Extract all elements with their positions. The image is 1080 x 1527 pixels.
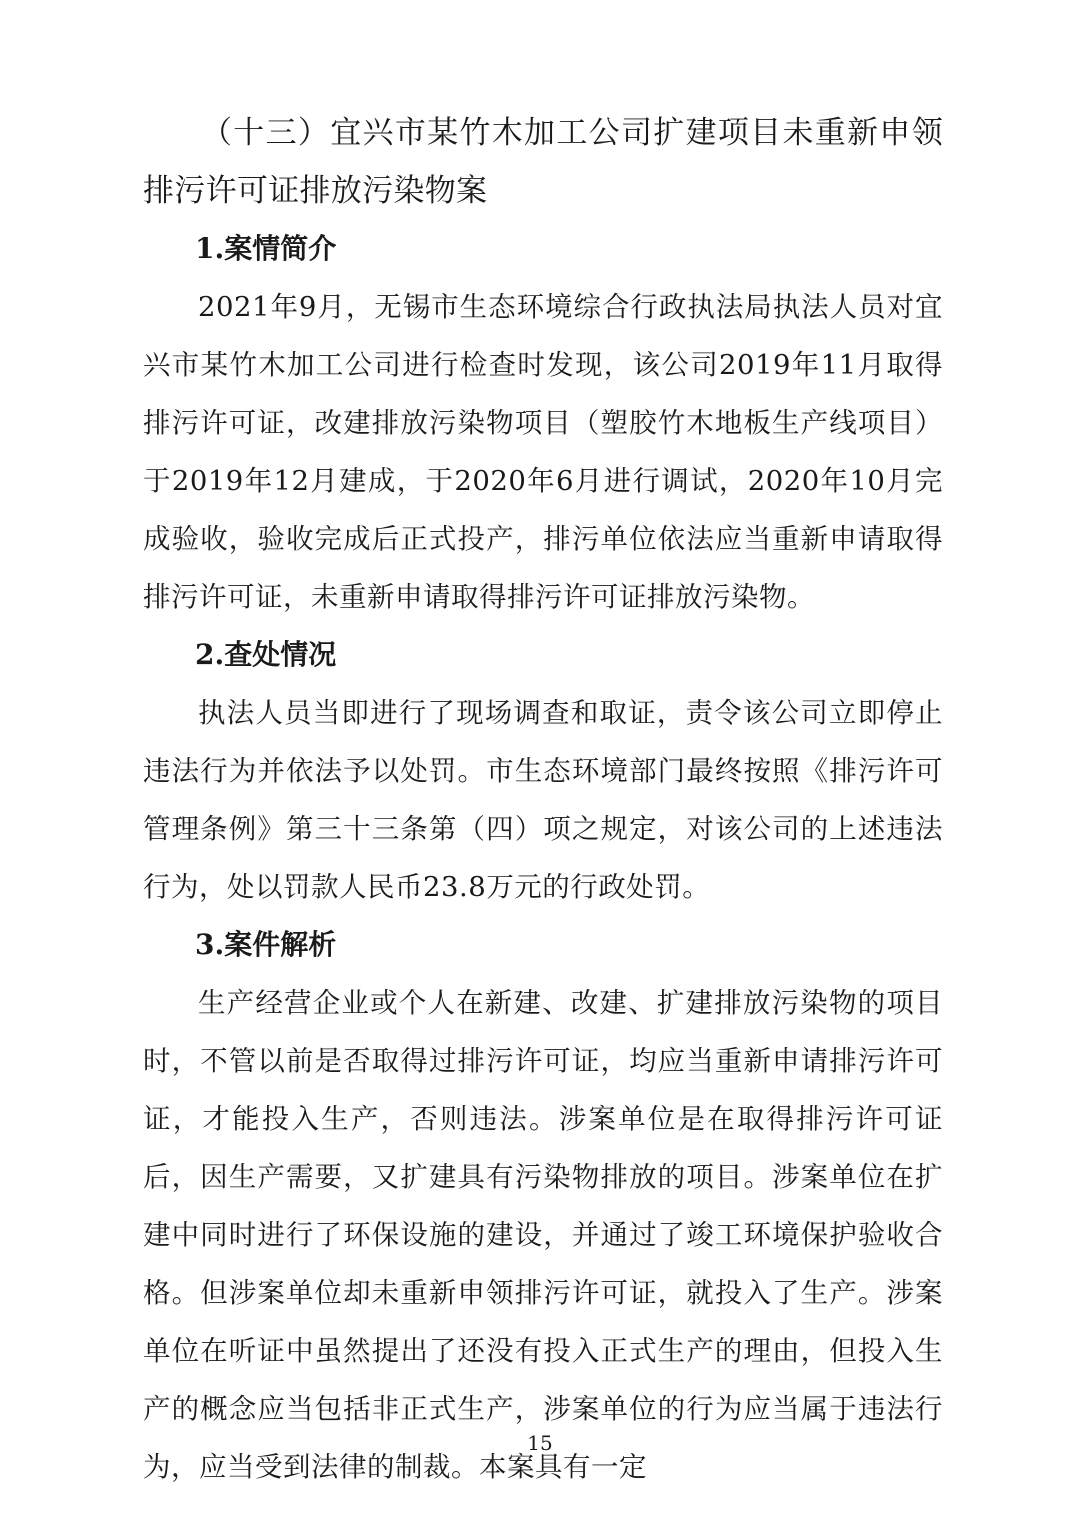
document-body	[143, 104, 943, 1496]
page-number: 15	[527, 1431, 553, 1455]
section-heading: 3.案件解析	[195, 928, 337, 961]
section-paragraph: 执法人员当即进行了现场调查和取证，责令该公司立即停止违法行为并依法予以处罚。市生态环境部门最终按照《排污许可管理条例》第三十三条第（四）项之规定，对该公司的上述违法行为，处以罚款人民币23.8万元的行政处罚。	[143, 697, 943, 903]
section-case-summary	[143, 220, 943, 626]
section-analysis	[143, 916, 943, 1496]
section-investigation	[143, 626, 943, 916]
case-title: （十三）宜兴市某竹木加工公司扩建项目未重新申领排污许可证排放污染物案	[143, 115, 943, 209]
section-heading: 2.查处情况	[195, 638, 337, 671]
section-paragraph: 生产经营企业或个人在新建、改建、扩建排放污染物的项目时，不管以前是否取得过排污许可证，均应当重新申请排污许可证，才能投入生产，否则违法。涉案单位是在取得排污许可证后，因生产需要，又扩建具有污染物排放的项目。涉案单位在扩建中同时进行了环保设施的建设，并通过了竣工环境保护验收合格。但涉案单位却未重新申领排污许可证，就投入了生产。涉案单位在听证中虽然提出了还没有投入正式生产的理由，但投入生产的概念应当包括非正式生产，涉案单位的行为应当属于违法行为，应当受到法律的制裁。本案具有一定	[143, 987, 943, 1483]
section-paragraph: 2021年9月，无锡市生态环境综合行政执法局执法人员对宜兴市某竹木加工公司进行检查时发现，该公司2019年11月取得排污许可证，改建排放污染物项目（塑胶竹木地板生产线项目）于2019年12月建成，于2020年6月进行调试，2020年10月完成验收，验收完成后正式投产，排污单位依法应当重新申请取得排污许可证，未重新申请取得排污许可证排放污染物。	[143, 291, 943, 613]
section-heading: 1.案情简介	[195, 232, 337, 265]
